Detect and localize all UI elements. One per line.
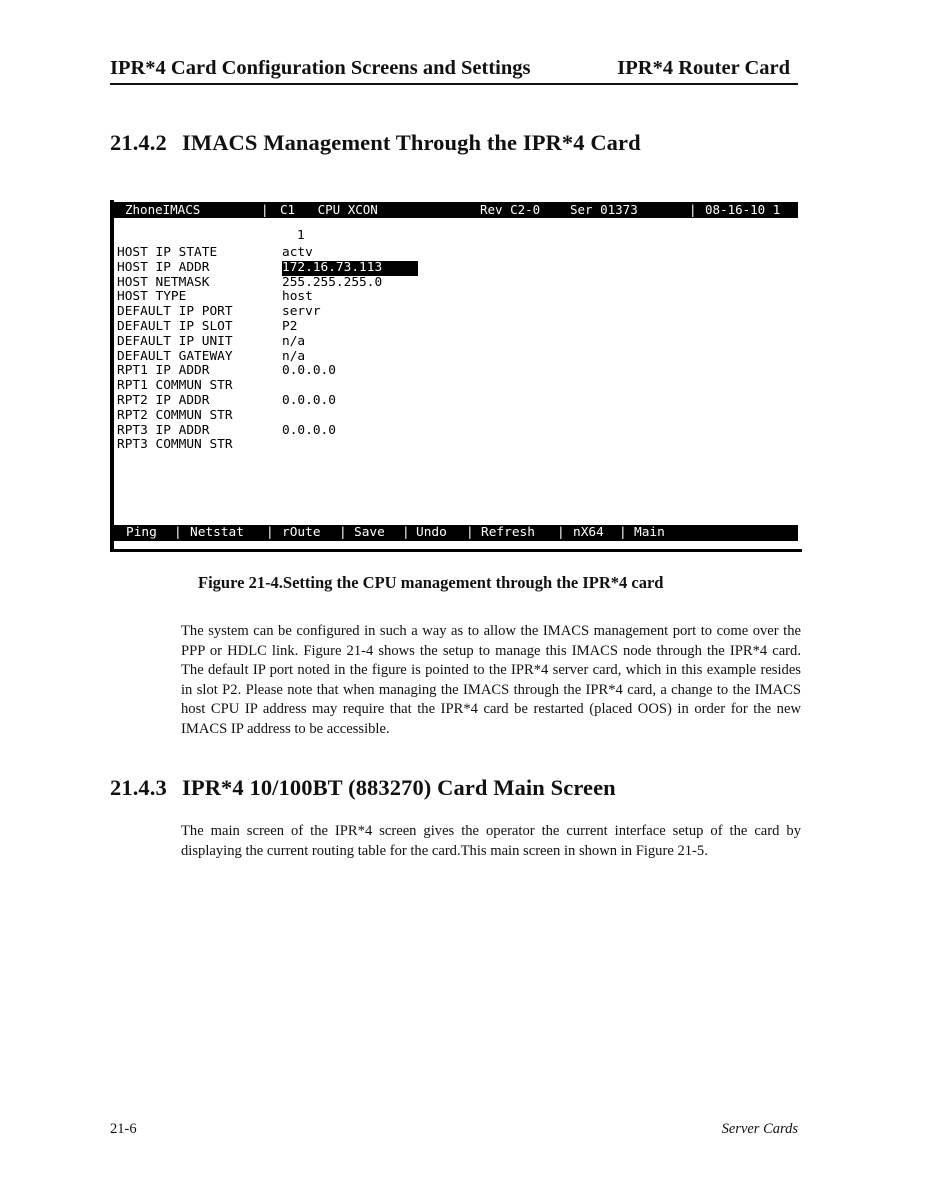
parameter-value[interactable] xyxy=(282,246,418,261)
command-separator: | xyxy=(174,525,182,540)
bar-separator: | xyxy=(689,202,697,217)
parameter-value[interactable] xyxy=(282,364,418,379)
parameter-label: RPT2 IP ADDR xyxy=(117,392,210,408)
value-text: n/a xyxy=(282,333,306,349)
card-serial: Ser 01373 xyxy=(570,202,638,217)
parameter-value[interactable] xyxy=(282,350,418,365)
parameter-value[interactable] xyxy=(282,409,418,424)
parameter-label: DEFAULT IP PORT xyxy=(117,304,233,320)
value-text: 0.0.0.0 xyxy=(282,363,336,379)
command-separator: | xyxy=(619,525,627,540)
chapter-name: Server Cards xyxy=(721,1121,798,1137)
command-netstat[interactable]: Netstat xyxy=(190,525,244,540)
value-text: n/a xyxy=(282,348,306,364)
value-text: 0.0.0.0 xyxy=(282,422,336,438)
parameter-value[interactable] xyxy=(282,394,418,409)
date-display: 08-16-10 1 xyxy=(705,202,781,217)
parameter-value[interactable] xyxy=(282,261,418,276)
column-header: 1 xyxy=(297,228,305,243)
card-name: C1 CPU XCON xyxy=(280,202,378,217)
running-header xyxy=(110,55,798,85)
command-main[interactable]: Main xyxy=(634,525,665,540)
parameter-label: HOST IP ADDR xyxy=(117,259,210,275)
parameter-label: RPT2 COMMUN STR xyxy=(117,407,233,423)
command-save[interactable]: Save xyxy=(354,525,385,540)
terminal-status-bar xyxy=(114,202,798,218)
command-refresh[interactable]: Refresh xyxy=(481,525,535,540)
parameter-label: DEFAULT GATEWAY xyxy=(117,348,233,364)
parameter-value[interactable] xyxy=(282,438,418,453)
selected-value-field: 172.16.73.113 xyxy=(282,261,418,276)
parameter-label: RPT1 IP ADDR xyxy=(117,363,210,379)
command-ping[interactable]: Ping xyxy=(126,525,157,540)
command-undo[interactable]: Undo xyxy=(416,525,447,540)
command-separator: | xyxy=(339,525,347,540)
header-left-title: IPR*4 Card Configuration Screens and Settings xyxy=(110,57,531,79)
parameter-value[interactable] xyxy=(282,290,418,305)
parameter-value[interactable] xyxy=(282,335,418,350)
parameter-label: RPT3 COMMUN STR xyxy=(117,437,233,453)
parameter-label: RPT3 IP ADDR xyxy=(117,422,210,438)
parameter-values xyxy=(282,246,418,453)
command-separator: | xyxy=(266,525,274,540)
parameter-value[interactable] xyxy=(282,276,418,291)
parameter-value[interactable] xyxy=(282,424,418,439)
card-revision: Rev C2-0 xyxy=(480,202,541,217)
command-bar xyxy=(114,525,798,541)
parameter-label: HOST IP STATE xyxy=(117,245,218,260)
parameter-label: RPT1 COMMUN STR xyxy=(117,378,233,394)
section-number: 21.4.2 xyxy=(110,130,167,155)
command-route[interactable]: rOute xyxy=(282,525,321,540)
section-title: IPR*4 10/100BT (883270) Card Main Screen xyxy=(182,775,616,800)
command-nx64[interactable]: nX64 xyxy=(573,525,604,540)
parameter-value[interactable] xyxy=(282,320,418,335)
section-title: IMACS Management Through the IPR*4 Card xyxy=(182,130,641,155)
value-text: 0.0.0.0 xyxy=(282,392,336,408)
bar-separator: | xyxy=(261,202,269,217)
header-right-title: IPR*4 Router Card xyxy=(617,57,790,79)
command-separator: | xyxy=(466,525,474,540)
system-name: ZhoneIMACS xyxy=(125,202,201,217)
parameter-value[interactable] xyxy=(282,379,418,394)
value-text: servr xyxy=(282,304,321,320)
section-number: 21.4.3 xyxy=(110,775,167,800)
page-number: 21-6 xyxy=(110,1121,137,1137)
parameter-label: HOST TYPE xyxy=(117,289,187,305)
value-text: 255.255.255.0 xyxy=(282,274,383,290)
terminal-screenshot xyxy=(110,200,802,552)
value-text: host xyxy=(282,289,313,305)
parameter-value[interactable] xyxy=(282,305,418,320)
paragraph-2: The main screen of the IPR*4 screen gives the operator the current interface setup of the card by displaying the current routing table for the card.This main screen in shown in Figure 21-5. xyxy=(181,823,801,859)
section-heading-21-4-3 xyxy=(110,775,616,801)
value-text: actv xyxy=(282,245,313,260)
parameter-labels xyxy=(117,246,233,453)
figure-caption: Figure 21-4.Setting the CPU management through the IPR*4 card xyxy=(198,573,664,592)
paragraph-1: The system can be configured in such a way as to allow the IMACS management port to come over the PPP or HDLC link. Figure 21-4 shows the setup to manage this IMACS node through the IPR*4 card. The default IP port noted in the figure is pointed to the IPR*4 server card, which in this example resides in slot P2. Please note that when managing the IMACS through the IPR*4 card, a change to the IMACS host CPU IP address may require that the IPR*4 card be restarted (placed OOS) in order for the new IMACS IP address to be accessible. xyxy=(181,623,801,737)
parameter-label: DEFAULT IP UNIT xyxy=(117,333,233,349)
command-separator: | xyxy=(557,525,565,540)
parameter-label: HOST NETMASK xyxy=(117,274,210,290)
parameter-label: DEFAULT IP SLOT xyxy=(117,318,233,334)
command-separator: | xyxy=(402,525,410,540)
value-text: P2 xyxy=(282,318,298,334)
section-heading-21-4-2 xyxy=(110,130,641,156)
